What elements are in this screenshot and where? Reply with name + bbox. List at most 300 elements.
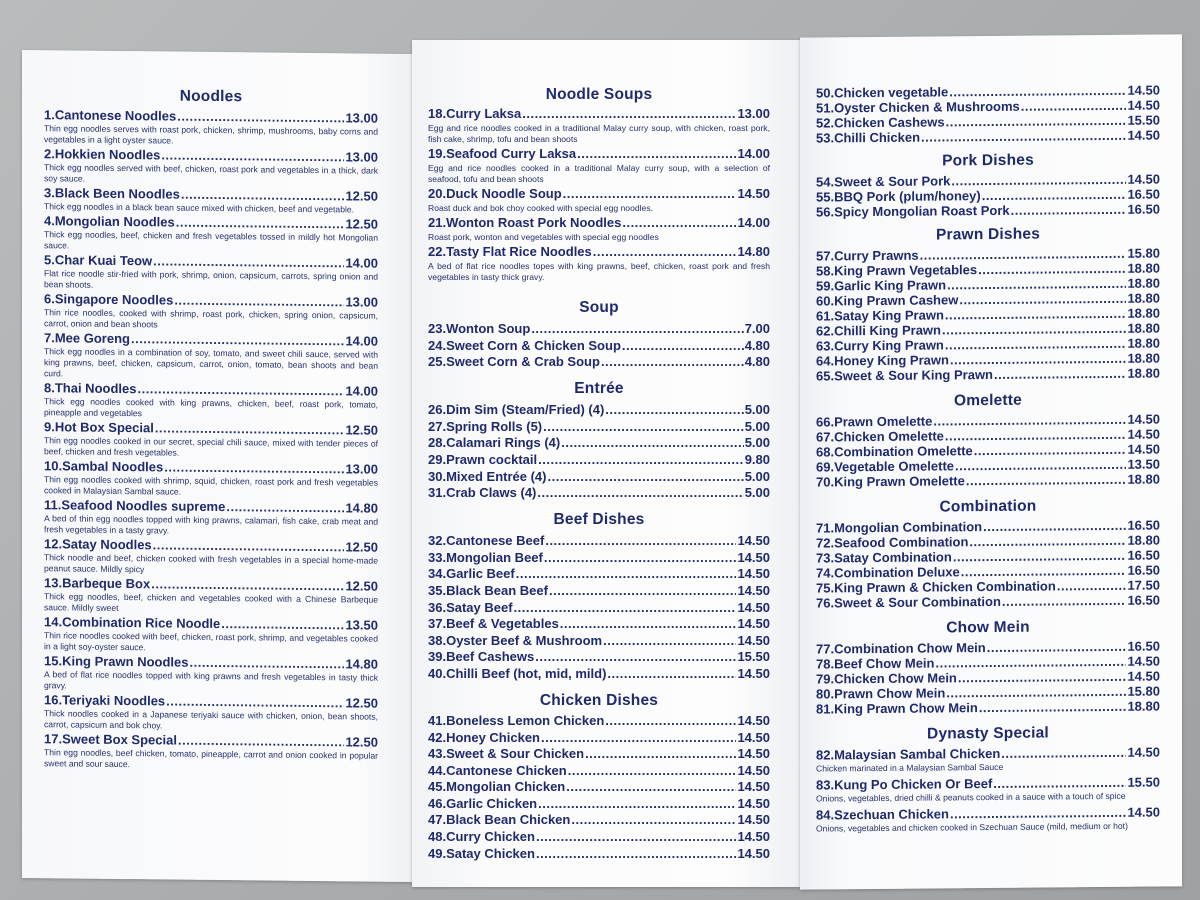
dot-leader bbox=[177, 109, 344, 126]
item-price: 14.50 bbox=[737, 812, 770, 828]
menu-item-line bbox=[816, 128, 1160, 146]
section-title: Omelette bbox=[954, 391, 1022, 410]
menu-item bbox=[44, 536, 378, 577]
item-price: 14.00 bbox=[737, 146, 770, 161]
item-price: 12.50 bbox=[345, 216, 378, 232]
item-price: 14.80 bbox=[345, 656, 378, 672]
item-description: Onions, vegetables and chicken cooked in Szechuan Sauce (mild, medium or hot) bbox=[816, 820, 1128, 834]
item-number: 77. bbox=[816, 641, 835, 657]
item-description: Thick egg noodles, beef, chicken and vegetables cooked with a Chinese Barbeque sauce. Mildly sweet bbox=[44, 591, 378, 613]
item-number: 30. bbox=[428, 468, 447, 484]
item-price: 12.50 bbox=[345, 734, 378, 750]
item-number: 45. bbox=[428, 779, 447, 795]
dot-leader bbox=[953, 548, 1127, 565]
menu-item-line bbox=[428, 321, 770, 337]
item-name: Chilli King Prawn bbox=[834, 322, 941, 339]
item-price: 14.50 bbox=[737, 795, 770, 811]
menu-item bbox=[428, 402, 770, 418]
item-name: Oyster Chicken & Mushrooms bbox=[834, 98, 1020, 116]
menu-item bbox=[816, 805, 1160, 835]
menu-item bbox=[428, 146, 770, 185]
menu-item-line bbox=[428, 435, 770, 451]
item-price: 12.50 bbox=[345, 578, 378, 594]
menu-item bbox=[428, 666, 770, 682]
item-description: Chicken marinated in a Malaysian Sambal Sauce bbox=[816, 761, 1004, 774]
dot-leader bbox=[950, 805, 1127, 822]
item-price: 5.00 bbox=[744, 468, 770, 484]
item-price: 18.80 bbox=[1127, 350, 1160, 366]
menu-item-line bbox=[428, 186, 770, 202]
item-name: Chilli Beef (hot, mid, mild) bbox=[446, 665, 607, 681]
dot-leader bbox=[1001, 745, 1126, 761]
menu-item-line bbox=[428, 713, 770, 729]
menu-item bbox=[428, 746, 770, 762]
item-name: Oyster Beef & Mushroom bbox=[446, 632, 603, 648]
dot-leader bbox=[531, 321, 743, 337]
item-name: Szechuan Chicken bbox=[834, 806, 949, 823]
item-price: 14.50 bbox=[737, 533, 770, 549]
item-price: 12.50 bbox=[345, 695, 378, 711]
item-name: Barbeque Box bbox=[62, 575, 151, 592]
item-number: 54. bbox=[816, 174, 835, 190]
item-description: Thin egg noodles cooked in our secret, special chili sauce, mixed with tender pieces of beef, chicken and fresh vegetables. bbox=[44, 435, 378, 458]
item-description: Thick noodle and beef, chicken cooked with fresh vegetables in a special home-made peanut sauce. Mildly spicy bbox=[44, 552, 378, 575]
item-name: Garlic King Prawn bbox=[834, 277, 947, 294]
menu-item bbox=[428, 779, 770, 795]
item-number: 56. bbox=[816, 204, 835, 220]
item-number: 61. bbox=[816, 308, 835, 324]
menu-item-line bbox=[428, 533, 770, 549]
item-description: Thin rice noodles cooked with beef, chicken, roast pork, shrimp, and vegetables cooked in a light soy-oyster sauce. bbox=[44, 630, 378, 653]
item-number: 32. bbox=[428, 533, 447, 549]
menu-item-line bbox=[428, 829, 770, 845]
dot-leader bbox=[945, 427, 1127, 444]
item-price: 14.50 bbox=[737, 746, 770, 762]
item-price: 18.80 bbox=[1127, 305, 1160, 321]
item-name: King Prawn Noodles bbox=[62, 653, 189, 670]
menu-item bbox=[44, 252, 378, 293]
menu-item bbox=[44, 380, 378, 421]
menu-item bbox=[816, 593, 1160, 611]
menu-item-line bbox=[428, 796, 770, 812]
menu-item bbox=[44, 614, 378, 655]
item-price: 14.50 bbox=[737, 779, 770, 795]
menu-item-line bbox=[428, 649, 770, 665]
item-price: 18.80 bbox=[1127, 260, 1160, 276]
section-title: Prawn Dishes bbox=[935, 225, 1041, 244]
dot-leader bbox=[155, 420, 345, 437]
item-number: 76. bbox=[816, 595, 835, 611]
item-number: 73. bbox=[816, 550, 835, 566]
item-price: 18.80 bbox=[1127, 365, 1160, 381]
item-description: Roast duck and bok choy cooked with special egg noodles. bbox=[428, 203, 654, 213]
item-number: 28. bbox=[428, 435, 447, 451]
menu-item-line bbox=[428, 730, 770, 746]
menu-item bbox=[816, 202, 1160, 220]
item-name: Sweet Box Special bbox=[62, 731, 177, 748]
menu-item bbox=[44, 497, 378, 538]
item-name: King Prawn Chow Mein bbox=[834, 700, 978, 717]
item-name: Chicken Omelette bbox=[834, 428, 944, 445]
menu-item bbox=[816, 366, 1160, 384]
item-name: King Prawn Omelette bbox=[834, 473, 965, 490]
menu-item bbox=[44, 291, 378, 332]
menu-item-line bbox=[428, 846, 770, 862]
item-price: 14.50 bbox=[737, 762, 770, 778]
item-number: 37. bbox=[428, 616, 447, 632]
dot-leader bbox=[987, 639, 1127, 655]
dot-leader bbox=[593, 244, 737, 260]
item-price: 14.50 bbox=[1127, 441, 1160, 457]
menu-item-line bbox=[428, 244, 770, 260]
item-price: 13.00 bbox=[345, 149, 378, 165]
menu-item bbox=[428, 600, 770, 616]
menu-item bbox=[44, 146, 378, 187]
dot-leader bbox=[545, 533, 736, 549]
item-price: 14.50 bbox=[1127, 744, 1160, 760]
dot-leader bbox=[949, 83, 1126, 100]
item-price: 18.80 bbox=[1127, 290, 1160, 306]
item-name: Sambal Noodles bbox=[62, 458, 164, 475]
dot-leader bbox=[543, 419, 744, 435]
noodles-column bbox=[22, 50, 412, 882]
item-number: 2. bbox=[44, 146, 55, 162]
menu-item bbox=[816, 699, 1160, 717]
dot-leader bbox=[176, 215, 345, 232]
item-name: Garlic Beef bbox=[446, 566, 515, 582]
item-price: 14.80 bbox=[345, 500, 378, 516]
dot-leader bbox=[164, 459, 344, 476]
item-description: Onions, vegetables, dried chilli & peanuts cooked in a sauce with a touch of spice bbox=[816, 790, 1126, 804]
menu-item-line bbox=[428, 354, 770, 370]
menu-item bbox=[428, 469, 770, 485]
dot-leader bbox=[946, 684, 1126, 701]
menu-item bbox=[816, 472, 1160, 490]
menu-item-line bbox=[428, 616, 770, 632]
menu-item-line bbox=[816, 472, 1160, 490]
item-name: Satay Noodles bbox=[62, 536, 152, 553]
dot-leader bbox=[563, 186, 737, 202]
item-price: 14.50 bbox=[737, 186, 770, 201]
dot-leader bbox=[166, 693, 344, 710]
dot-leader bbox=[153, 537, 345, 554]
dot-leader bbox=[994, 366, 1126, 382]
menu-item-line bbox=[428, 633, 770, 649]
dot-leader bbox=[536, 846, 737, 862]
dot-leader bbox=[1002, 593, 1127, 609]
dot-leader bbox=[983, 518, 1126, 534]
item-name: Tasty Flat Rice Noodles bbox=[446, 244, 592, 259]
item-number: 57. bbox=[816, 248, 835, 264]
dot-leader bbox=[181, 187, 345, 204]
item-number: 34. bbox=[428, 566, 447, 582]
item-number: 5. bbox=[44, 252, 55, 268]
menu-item bbox=[428, 812, 770, 828]
item-price: 15.80 bbox=[1127, 245, 1160, 261]
dot-leader bbox=[958, 669, 1127, 685]
menu-item-line bbox=[816, 745, 1160, 763]
dot-leader bbox=[549, 583, 736, 599]
item-name: Duck Noodle Soup bbox=[446, 186, 562, 201]
item-name: Mongolian Chicken bbox=[446, 779, 566, 795]
dot-leader bbox=[959, 291, 1126, 307]
item-number: 72. bbox=[816, 535, 835, 551]
menu-item bbox=[428, 583, 770, 599]
item-price: 13.00 bbox=[737, 106, 770, 121]
dot-leader bbox=[541, 730, 736, 746]
item-price: 16.50 bbox=[1127, 201, 1160, 217]
item-price: 9.80 bbox=[744, 451, 770, 467]
dot-leader bbox=[1057, 578, 1127, 594]
item-number: 43. bbox=[428, 746, 447, 762]
item-name: Curry Laksa bbox=[446, 106, 522, 121]
item-name: Malaysian Sambal Chicken bbox=[834, 745, 1001, 763]
item-name: Cantonese Noodles bbox=[54, 107, 177, 124]
item-price: 16.50 bbox=[1127, 562, 1160, 578]
item-name: Honey King Prawn bbox=[834, 352, 949, 369]
menu-item bbox=[428, 633, 770, 649]
menu-item-line bbox=[428, 419, 770, 435]
item-price: 14.50 bbox=[1127, 653, 1160, 669]
item-price: 14.50 bbox=[737, 845, 770, 861]
item-number: 50. bbox=[816, 85, 835, 101]
menu-item bbox=[44, 692, 378, 733]
item-price: 14.50 bbox=[1127, 426, 1160, 442]
item-number: 7. bbox=[44, 330, 55, 346]
item-description: Thick egg noodles served with beef, chicken, roast pork and vegetables in a thick, dark soy sauce. bbox=[44, 162, 378, 184]
item-number: 75. bbox=[816, 580, 835, 596]
item-number: 49. bbox=[428, 845, 447, 861]
item-number: 84. bbox=[816, 807, 835, 823]
item-number: 58. bbox=[816, 263, 835, 279]
item-description: Thick egg noodles in a black bean sauce mixed with chicken, beef and vegetable. bbox=[44, 201, 355, 215]
item-number: 15. bbox=[44, 653, 63, 669]
item-price: 18.80 bbox=[1127, 471, 1160, 487]
item-name: Boneless Lemon Chicken bbox=[446, 712, 605, 728]
menu-item bbox=[428, 244, 770, 283]
dot-leader bbox=[568, 763, 737, 779]
menu-item bbox=[428, 533, 770, 549]
menu-item-line bbox=[816, 593, 1160, 611]
item-price: 13.00 bbox=[345, 461, 378, 477]
menu-item-line bbox=[428, 215, 770, 231]
menu-item-line bbox=[428, 600, 770, 616]
item-price: 14.50 bbox=[1127, 82, 1160, 98]
item-name: Prawn Omelette bbox=[834, 413, 933, 430]
item-name: Wonton Roast Pork Noodles bbox=[446, 215, 622, 230]
item-name: Black Been Noodles bbox=[54, 185, 180, 202]
item-price: 12.50 bbox=[345, 539, 378, 555]
item-price: 14.50 bbox=[737, 729, 770, 745]
item-name: Sweet Corn & Chicken Soup bbox=[446, 337, 621, 353]
item-name: Sweet & Sour King Prawn bbox=[834, 366, 993, 384]
item-number: 36. bbox=[428, 599, 447, 615]
menu-item bbox=[44, 107, 378, 148]
menu-item bbox=[44, 419, 378, 460]
item-price: 13.00 bbox=[345, 110, 378, 126]
item-name: Satay Beef bbox=[446, 599, 513, 615]
item-number: 6. bbox=[44, 291, 55, 307]
item-price: 14.00 bbox=[345, 255, 378, 271]
item-number: 65. bbox=[816, 368, 835, 384]
menu-item bbox=[428, 354, 770, 370]
dot-leader bbox=[189, 655, 344, 672]
item-number: 12. bbox=[44, 536, 63, 552]
item-number: 48. bbox=[428, 829, 447, 845]
item-number: 31. bbox=[428, 485, 447, 501]
menu-item bbox=[428, 616, 770, 632]
item-number: 20. bbox=[428, 186, 447, 201]
dot-leader bbox=[601, 354, 744, 370]
item-name: Mongolian Beef bbox=[446, 549, 543, 565]
item-name: Mee Goreng bbox=[54, 330, 130, 347]
item-number: 78. bbox=[816, 656, 835, 672]
item-number: 24. bbox=[428, 337, 447, 353]
item-price: 7.00 bbox=[744, 321, 770, 336]
item-name: Mongolian Combination bbox=[834, 519, 983, 536]
item-number: 63. bbox=[816, 338, 835, 354]
menu-item bbox=[428, 566, 770, 582]
dot-leader bbox=[1021, 98, 1127, 114]
item-number: 4. bbox=[44, 213, 55, 229]
item-number: 79. bbox=[816, 671, 835, 687]
item-description: Thin egg noodles, beef chicken, tomato, pineapple, carrot and onion cooked in popular sweet and sour sauce. bbox=[44, 747, 378, 770]
menu-item-line bbox=[428, 106, 770, 122]
item-number: 35. bbox=[428, 582, 447, 598]
section-title: Pork Dishes bbox=[942, 151, 1034, 170]
item-price: 16.50 bbox=[1127, 547, 1160, 563]
item-number: 59. bbox=[816, 278, 835, 294]
item-number: 19. bbox=[428, 146, 447, 161]
item-price: 16.50 bbox=[1127, 592, 1160, 608]
menu-item-line bbox=[428, 485, 770, 501]
menu-item-line bbox=[428, 666, 770, 682]
item-price: 14.50 bbox=[1127, 171, 1160, 187]
item-number: 40. bbox=[428, 665, 447, 681]
dot-leader bbox=[945, 306, 1127, 323]
item-name: Seafood Noodles supreme bbox=[61, 497, 226, 515]
menu-panel-middle bbox=[412, 40, 800, 887]
item-number: 64. bbox=[816, 353, 835, 369]
item-number: 25. bbox=[428, 354, 447, 370]
menu-panel-right bbox=[800, 34, 1182, 889]
menu-item-line bbox=[428, 402, 770, 418]
item-name: Calamari Rings (4) bbox=[446, 435, 561, 451]
item-number: 81. bbox=[816, 701, 835, 717]
item-price: 14.50 bbox=[737, 549, 770, 565]
menu-item-line bbox=[428, 338, 770, 354]
dot-leader bbox=[585, 746, 736, 762]
item-description: Thick egg noodles cooked with king prawns, chicken, beef, roast pork, tomato, pineapple and vegetables bbox=[44, 396, 378, 419]
item-price: 16.50 bbox=[1127, 638, 1160, 654]
item-description: Thick egg noodles in a combination of soy, tomato, and sweet chili sauce, served with king prawns, beef, chicken, capsicum, carrot, onion, tomato, bean shoots and bean curd. bbox=[44, 346, 378, 379]
menu-item-line bbox=[816, 366, 1160, 384]
menu-item bbox=[428, 321, 770, 337]
item-name: King Prawn Cashew bbox=[834, 292, 959, 309]
dot-leader bbox=[522, 106, 736, 122]
item-price: 14.50 bbox=[737, 616, 770, 632]
item-name: Curry Prawns bbox=[834, 247, 919, 264]
menu-item bbox=[44, 330, 378, 382]
item-price: 4.80 bbox=[744, 354, 770, 370]
item-name: Vegetable Omelette bbox=[834, 458, 955, 475]
item-name: Prawn cocktail bbox=[446, 451, 538, 467]
item-number: 27. bbox=[428, 418, 447, 434]
menu-item bbox=[428, 829, 770, 845]
menu-item bbox=[428, 485, 770, 501]
item-price: 14.50 bbox=[737, 829, 770, 845]
item-price: 15.50 bbox=[1127, 774, 1160, 790]
item-name: Curry Chicken bbox=[446, 829, 535, 845]
item-number: 62. bbox=[816, 323, 835, 339]
section-title: Dynasty Special bbox=[927, 724, 1049, 743]
menu-item bbox=[44, 458, 378, 499]
item-price: 13.00 bbox=[345, 294, 378, 310]
dot-leader bbox=[966, 472, 1127, 488]
item-number: 80. bbox=[816, 686, 835, 702]
menu-item bbox=[428, 435, 770, 451]
menu-item-line bbox=[428, 746, 770, 762]
item-number: 52. bbox=[816, 115, 835, 131]
item-description: Thick egg noodles, beef, chicken and fresh vegetables tossed in mildly hot Mongolian sauce. bbox=[44, 229, 378, 251]
item-name: Curry King Prawn bbox=[834, 337, 944, 354]
item-name: Kung Po Chicken Or Beef bbox=[834, 775, 993, 793]
dot-leader bbox=[178, 733, 344, 750]
dot-leader bbox=[560, 616, 737, 632]
section-title: Combination bbox=[939, 497, 1037, 516]
section-title: Noodle Soups bbox=[545, 86, 653, 103]
item-name: Dim Sim (Steam/Fried) (4) bbox=[446, 402, 605, 418]
item-number: 38. bbox=[428, 632, 447, 648]
item-name: Sweet & Sour Chicken bbox=[446, 746, 585, 762]
menu-item-line bbox=[428, 566, 770, 582]
item-price: 14.50 bbox=[737, 665, 770, 681]
item-number: 17. bbox=[44, 731, 63, 747]
dot-leader bbox=[226, 499, 344, 515]
item-number: 70. bbox=[816, 474, 835, 490]
item-number: 83. bbox=[816, 777, 835, 793]
dot-leader bbox=[945, 336, 1127, 353]
item-description: Roast pork, wonton and vegetables with special egg noodles bbox=[428, 232, 659, 242]
menu-item-line bbox=[428, 763, 770, 779]
item-price: 18.80 bbox=[1127, 320, 1160, 336]
menu-item bbox=[428, 186, 770, 214]
item-price: 15.50 bbox=[1127, 112, 1160, 128]
item-name: Spicy Mongolian Roast Pork bbox=[834, 202, 1010, 220]
item-name: Sweet & Sour Pork bbox=[834, 173, 951, 190]
dot-leader bbox=[993, 775, 1126, 791]
menu-item bbox=[428, 550, 770, 566]
item-price: 13.50 bbox=[1127, 456, 1160, 472]
menu-item bbox=[428, 419, 770, 435]
menu-item-line bbox=[816, 699, 1160, 717]
dot-leader bbox=[978, 261, 1126, 277]
dot-leader bbox=[933, 412, 1126, 429]
item-number: 82. bbox=[816, 747, 835, 763]
dot-leader bbox=[605, 402, 743, 418]
item-number: 18. bbox=[428, 106, 447, 121]
item-name: Char Kuai Teow bbox=[54, 252, 153, 269]
item-price: 5.00 bbox=[744, 418, 770, 434]
item-name: Chicken Cashews bbox=[834, 114, 945, 131]
item-number: 8. bbox=[44, 380, 55, 396]
dot-leader bbox=[544, 550, 737, 566]
item-number: 55. bbox=[816, 189, 835, 205]
item-number: 29. bbox=[428, 451, 447, 467]
item-number: 68. bbox=[816, 444, 835, 460]
menu-item-line bbox=[428, 146, 770, 162]
item-price: 16.50 bbox=[1127, 517, 1160, 533]
